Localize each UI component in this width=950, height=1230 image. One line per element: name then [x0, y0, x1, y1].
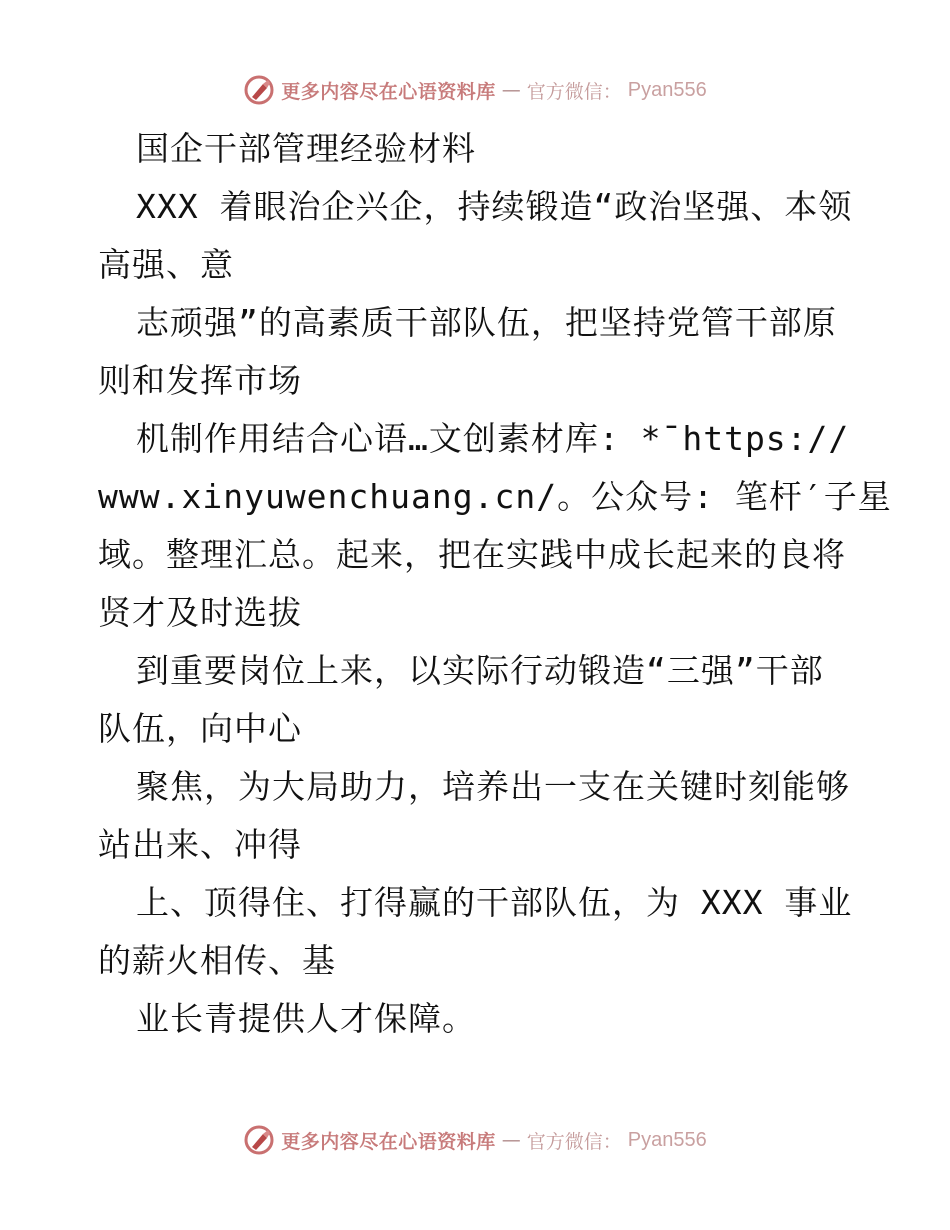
footer-watermark-banner	[0, 1120, 950, 1160]
paragraph-line: 志顽强”的高素质干部队伍，把坚持党管干部原	[136, 303, 837, 342]
paragraph-line: 业长青提供人才保障。	[136, 999, 476, 1038]
paragraph-line: 站出来、冲得	[98, 825, 302, 864]
paragraph-line: XXX 着眼治企兴企，持续锻造“政治坚强、本领	[136, 187, 853, 226]
banner-wechat-id: Pyan556	[627, 78, 707, 101]
paragraph-line: 域。整理汇总。起来，把在实践中成长起来的良将	[98, 535, 846, 574]
paragraph-line: 高强、意	[98, 245, 234, 284]
banner-separator: —	[501, 1129, 521, 1151]
banner-main-text: 更多内容尽在心语资料库	[281, 80, 496, 103]
paragraph-line: 队伍，向中心	[98, 709, 302, 748]
paragraph-line: 机制作用结合心语…文创素材库: *¯https://	[136, 419, 850, 458]
paragraph-line: 则和发挥市场	[98, 361, 302, 400]
banner-wechat-id: Pyan556	[627, 1128, 707, 1151]
banner-main-text: 更多内容尽在心语资料库	[281, 1130, 496, 1153]
document-body	[98, 120, 892, 1048]
banner-wechat-label: 官方微信：	[526, 1130, 622, 1153]
document-title: 国企干部管理经验材料	[136, 129, 476, 168]
paragraph-line: www.xinyuwenchuang.cn/。公众号: 笔杆′子星	[98, 477, 892, 516]
paragraph-line: 的薪火相传、基	[98, 941, 336, 980]
paragraph-line: 上、顶得住、打得赢的干部队伍，为 XXX 事业	[136, 883, 853, 922]
paragraph-line: 贤才及时选拔	[98, 593, 302, 632]
paragraph-line: 聚焦，为大局助力，培养出一支在关键时刻能够	[136, 767, 850, 806]
banner-separator: —	[501, 79, 521, 101]
paragraph-line: 到重要岗位上来，以实际行动锻造“三强”干部	[136, 651, 824, 690]
pen-nib-logo-icon	[243, 1124, 275, 1156]
banner-wechat-label: 官方微信：	[526, 80, 622, 103]
header-watermark-banner	[0, 70, 950, 110]
pen-nib-logo-icon	[243, 74, 275, 106]
